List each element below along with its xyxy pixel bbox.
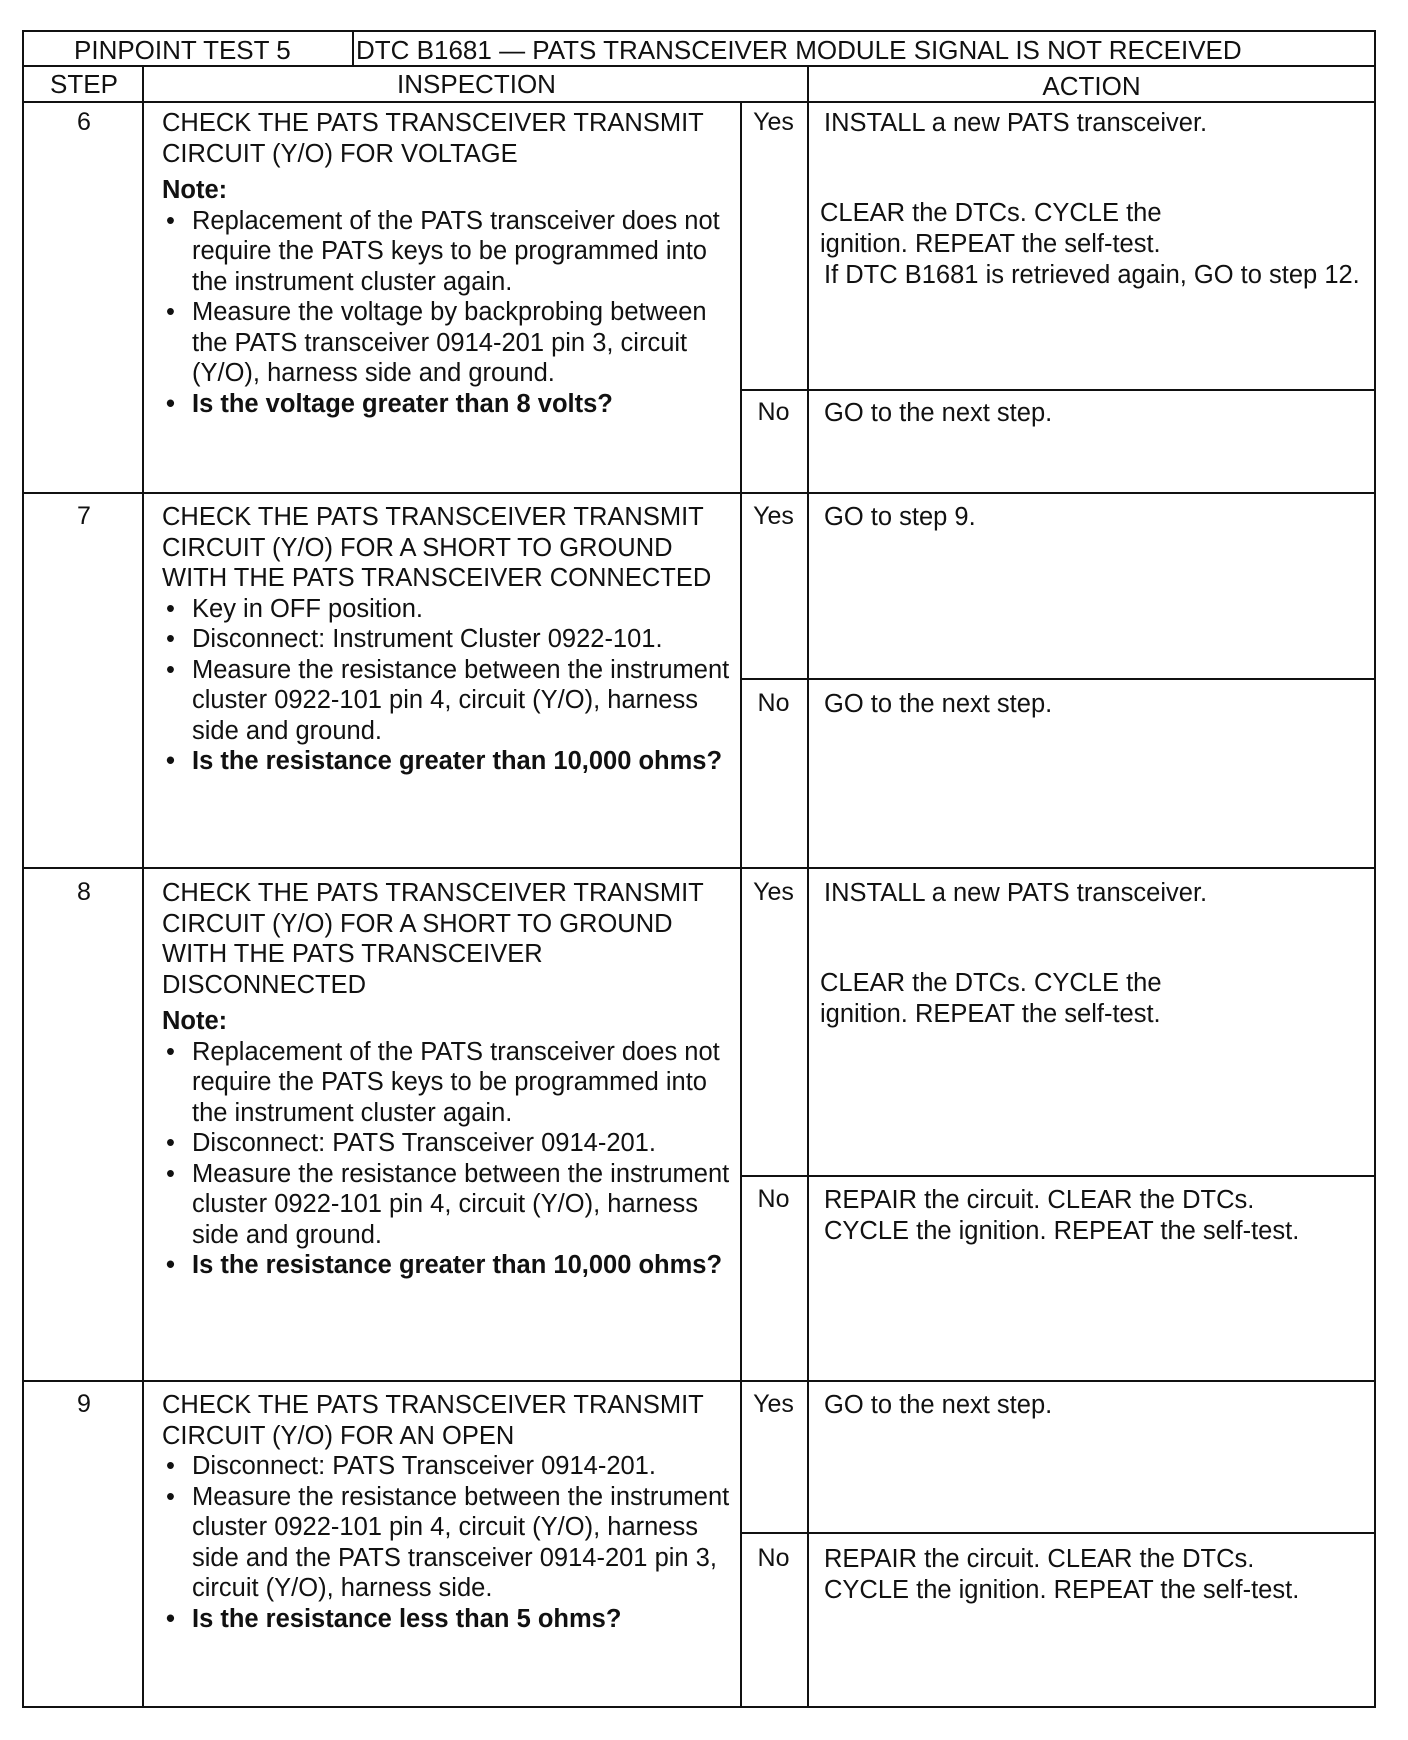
column-header-inspection: INSPECTION <box>397 69 556 99</box>
step-inspection <box>162 878 737 1281</box>
no-action: REPAIR the circuit. CLEAR the DTCs. CYCLE the ignition. REPEAT the self-test. <box>824 1545 1300 1604</box>
note-label: Note: <box>162 176 228 204</box>
test-title: DTC B1681 — PATS TRANSCEIVER MODULE SIGNAL IS NOT RECEIVED <box>356 35 1242 65</box>
step-inspection <box>162 108 737 419</box>
yes-label: Yes <box>753 878 794 906</box>
divider <box>352 32 354 66</box>
step-inspection <box>162 502 737 777</box>
note-label: Note: <box>162 1007 228 1035</box>
column-header-step: STEP <box>50 69 118 99</box>
no-label: No <box>757 689 790 717</box>
step-bullets <box>162 1037 737 1281</box>
divider <box>24 1380 1374 1382</box>
yes-action: CLEAR the DTCs. CYCLE the ignition. REPEAT the self-test. <box>820 969 1162 1028</box>
bullet-item: • Measure the voltage by backprobing between the PATS transceiver 0914-201 pin 3, circuit (Y/O), harness side and ground. <box>162 297 737 389</box>
divider <box>24 492 1374 494</box>
yes-label: Yes <box>753 502 794 530</box>
yes-action: CLEAR the DTCs. CYCLE the ignition. REPEAT the self-test. <box>820 199 1162 258</box>
bullet-item: • Measure the resistance between the instrument cluster 0922-101 pin 4, circuit (Y/O), harness side and the PATS transceiver 0914-201 pin 3, circuit (Y/O), harness side. <box>162 1482 737 1604</box>
test-label: PINPOINT TEST 5 <box>74 35 291 65</box>
bullet-item: • Replacement of the PATS transceiver does not require the PATS keys to be programmed into the instrument cluster again. <box>162 206 737 298</box>
no-label: No <box>757 1185 790 1213</box>
step-title: CHECK THE PATS TRANSCEIVER TRANSMIT CIRCUIT (Y/O) FOR AN OPEN <box>162 1391 704 1450</box>
yes-label: Yes <box>753 1390 794 1418</box>
pinpoint-test-table <box>22 30 1376 1708</box>
divider <box>24 101 1374 103</box>
step-question: • Is the resistance greater than 10,000 ohms? <box>162 1250 737 1281</box>
bullet-item: • Disconnect: PATS Transceiver 0914-201. <box>162 1128 737 1159</box>
divider <box>740 1532 1374 1534</box>
yes-action: INSTALL a new PATS transceiver. <box>824 879 1208 907</box>
step-bullets <box>162 206 737 420</box>
no-action: GO to the next step. <box>824 399 1053 427</box>
bullet-item: • Key in OFF position. <box>162 594 737 625</box>
step-question: • Is the resistance less than 5 ohms? <box>162 1604 737 1635</box>
step-number: 9 <box>77 1390 91 1418</box>
no-action: REPAIR the circuit. CLEAR the DTCs. CYCLE the ignition. REPEAT the self-test. <box>824 1186 1300 1245</box>
divider <box>740 1175 1374 1177</box>
yes-label: Yes <box>753 108 794 136</box>
no-label: No <box>757 398 790 426</box>
divider <box>740 678 1374 680</box>
step-number: 8 <box>77 878 91 906</box>
divider <box>807 65 809 1708</box>
yes-action: If DTC B1681 is retrieved again, GO to step 12. <box>824 261 1360 289</box>
step-title: CHECK THE PATS TRANSCEIVER TRANSMIT CIRCUIT (Y/O) FOR A SHORT TO GROUND WITH THE PATS TRANSCEIVER CONNECTED <box>162 503 712 592</box>
divider <box>24 65 1374 67</box>
step-number: 6 <box>77 108 91 136</box>
step-title: CHECK THE PATS TRANSCEIVER TRANSMIT CIRCUIT (Y/O) FOR VOLTAGE <box>162 109 704 168</box>
step-bullets <box>162 594 737 777</box>
no-action: GO to the next step. <box>824 690 1053 718</box>
no-label: No <box>757 1544 790 1572</box>
bullet-item: • Measure the resistance between the instrument cluster 0922-101 pin 4, circuit (Y/O), harness side and ground. <box>162 655 737 747</box>
yes-action: GO to step 9. <box>824 503 976 531</box>
step-question: • Is the voltage greater than 8 volts? <box>162 389 737 420</box>
step-inspection <box>162 1390 737 1634</box>
step-bullets <box>162 1451 737 1634</box>
divider <box>24 867 1374 869</box>
step-question: • Is the resistance greater than 10,000 ohms? <box>162 746 737 777</box>
divider <box>740 389 1374 391</box>
column-header-action: ACTION <box>1042 71 1141 101</box>
yes-action: INSTALL a new PATS transceiver. <box>824 109 1208 137</box>
bullet-item: • Measure the resistance between the instrument cluster 0922-101 pin 4, circuit (Y/O), harness side and ground. <box>162 1159 737 1251</box>
step-title: CHECK THE PATS TRANSCEIVER TRANSMIT CIRCUIT (Y/O) FOR A SHORT TO GROUND WITH THE PATS TRANSCEIVER DISCONNECTED <box>162 879 704 999</box>
bullet-item: • Disconnect: Instrument Cluster 0922-101. <box>162 624 737 655</box>
yes-action: GO to the next step. <box>824 1391 1053 1419</box>
bullet-item: • Disconnect: PATS Transceiver 0914-201. <box>162 1451 737 1482</box>
step-number: 7 <box>77 502 91 530</box>
bullet-item: • Replacement of the PATS transceiver does not require the PATS keys to be programmed into the instrument cluster again. <box>162 1037 737 1129</box>
